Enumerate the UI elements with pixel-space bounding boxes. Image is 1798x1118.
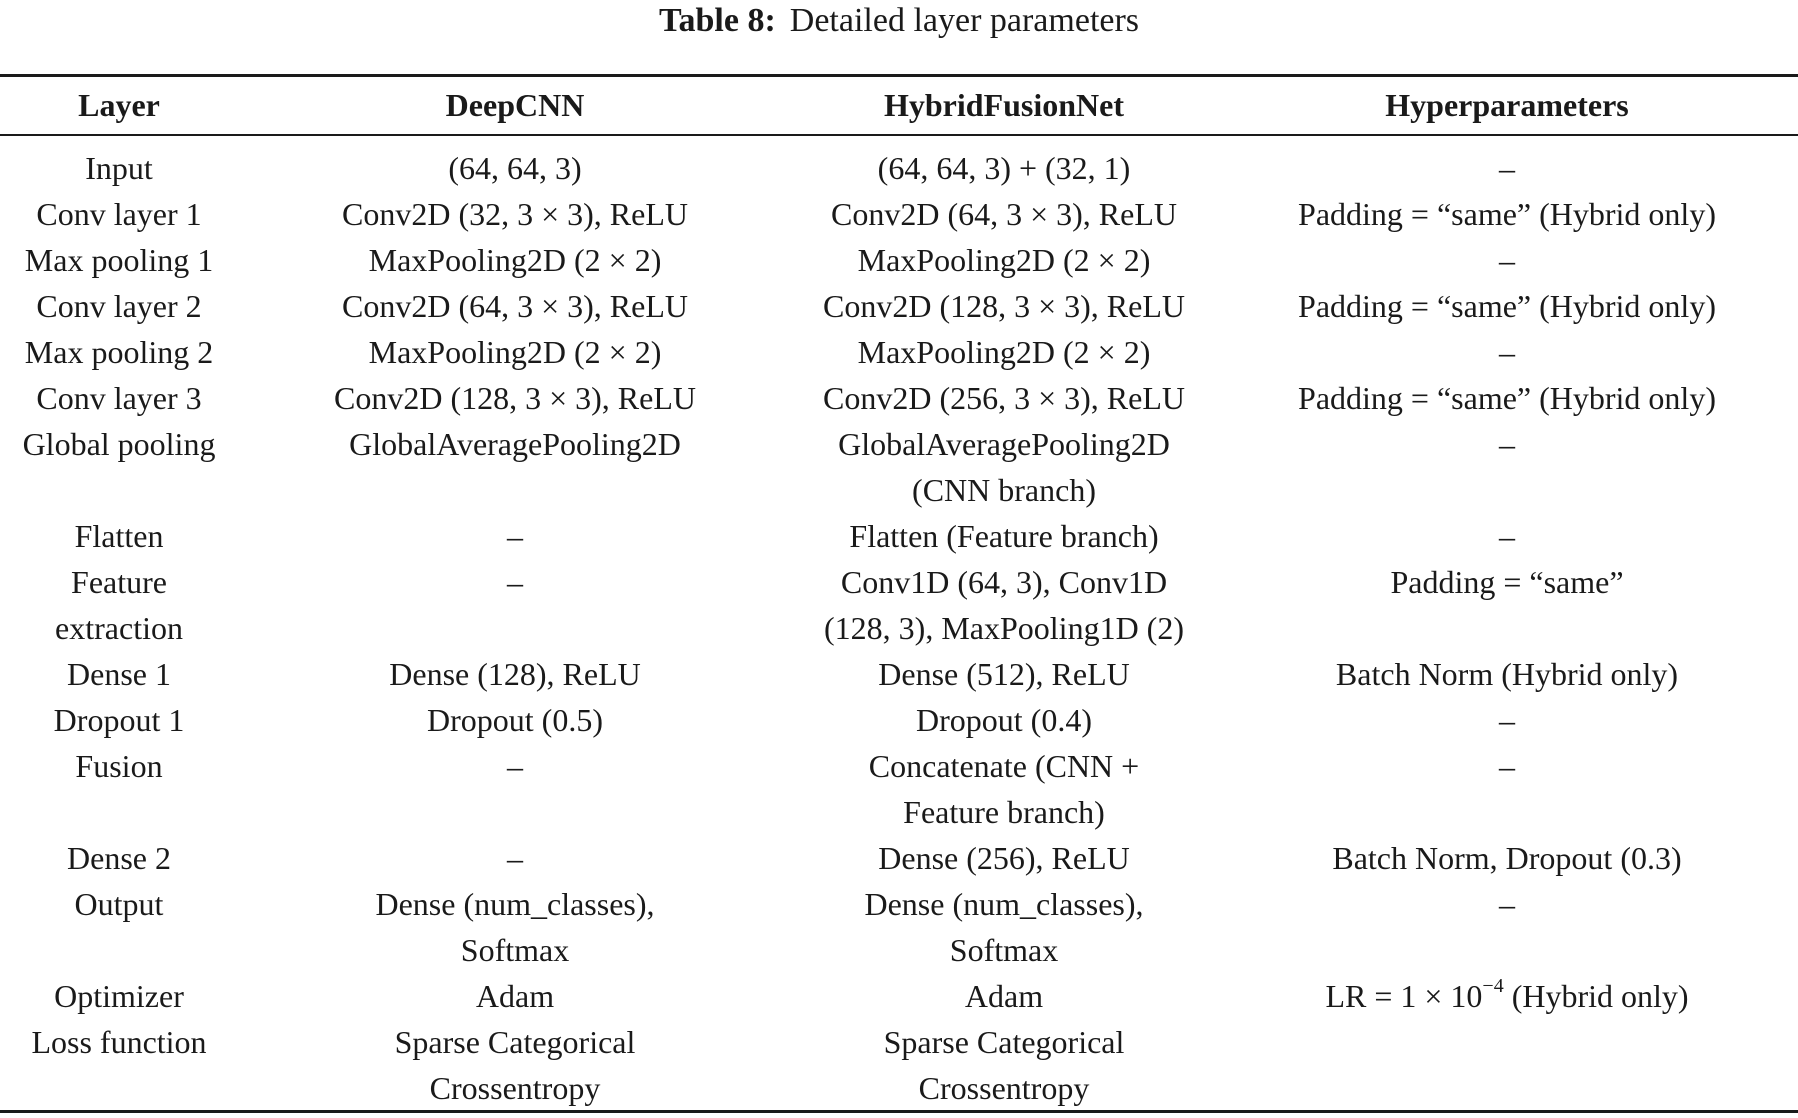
cell-text: Sparse Categorical bbox=[394, 1024, 636, 1060]
header-hyperparameters: Hyperparameters bbox=[1385, 87, 1629, 123]
cell-text: Padding = “same” (Hybrid only) bbox=[1298, 196, 1716, 232]
table-row bbox=[0, 237, 1798, 283]
cell-hyperparameters bbox=[1216, 421, 1798, 513]
cell-hybridfusionnet bbox=[792, 1019, 1216, 1111]
cell-text: Dense 1 bbox=[67, 656, 171, 692]
cell-layer bbox=[0, 134, 238, 191]
header-hybridfusionnet: HybridFusionNet bbox=[883, 87, 1125, 123]
cell-deepcnn bbox=[238, 881, 792, 973]
cell-text: Dense (256), ReLU bbox=[878, 840, 1130, 876]
cell-hyperparameters bbox=[1216, 1019, 1798, 1111]
cell-deepcnn bbox=[238, 134, 792, 191]
cell-hyperparameters bbox=[1216, 973, 1798, 1019]
cell-text: Dense (128), ReLU bbox=[389, 656, 641, 692]
cell-text: Conv layer 3 bbox=[36, 380, 202, 416]
cell-layer bbox=[0, 237, 238, 283]
cell-text: Dropout (0.5) bbox=[427, 702, 603, 738]
cell-hybridfusionnet bbox=[792, 973, 1216, 1019]
cell-deepcnn bbox=[238, 697, 792, 743]
learning-rate-base: LR = 1 × 10 bbox=[1325, 978, 1483, 1014]
cell-hybridfusionnet bbox=[792, 513, 1216, 559]
cell-layer bbox=[0, 421, 238, 513]
cell-text: Adam bbox=[964, 978, 1044, 1014]
cell-text: – bbox=[507, 518, 523, 554]
cell-hybridfusionnet bbox=[792, 881, 1216, 973]
cell-text: (CNN branch) bbox=[912, 472, 1096, 508]
cell-text: Flatten bbox=[74, 518, 164, 554]
cell-hybridfusionnet bbox=[792, 651, 1216, 697]
cell-text: Output bbox=[74, 886, 164, 922]
cell-text: Crossentropy bbox=[918, 1070, 1090, 1106]
cell-hyperparameters bbox=[1216, 329, 1798, 375]
cell-text: Dense (512), ReLU bbox=[878, 656, 1130, 692]
cell-hybridfusionnet bbox=[792, 134, 1216, 191]
cell-deepcnn bbox=[238, 421, 792, 513]
table-row bbox=[0, 697, 1798, 743]
cell-deepcnn bbox=[238, 375, 792, 421]
cell-hybridfusionnet bbox=[792, 743, 1216, 835]
cell-text: – bbox=[1499, 886, 1515, 922]
cell-layer bbox=[0, 329, 238, 375]
cell-text: Conv2D (256, 3 × 3), ReLU bbox=[822, 380, 1185, 416]
cell-layer bbox=[0, 1019, 238, 1111]
cell-text: – bbox=[1499, 426, 1515, 462]
cell-text: Loss function bbox=[31, 1024, 207, 1060]
cell-layer bbox=[0, 697, 238, 743]
learning-rate-value bbox=[1216, 973, 1798, 1019]
table-row bbox=[0, 191, 1798, 237]
cell-hybridfusionnet bbox=[792, 237, 1216, 283]
cell-text: (64, 64, 3) + (32, 1) bbox=[877, 150, 1131, 186]
cell-hybridfusionnet bbox=[792, 375, 1216, 421]
cell-hybridfusionnet bbox=[792, 329, 1216, 375]
cell-text: Crossentropy bbox=[429, 1070, 601, 1106]
cell-hyperparameters bbox=[1216, 191, 1798, 237]
cell-hyperparameters bbox=[1216, 697, 1798, 743]
cell-text: Feature bbox=[71, 564, 167, 600]
cell-hyperparameters bbox=[1216, 375, 1798, 421]
cell-text: Conv2D (32, 3 × 3), ReLU bbox=[341, 196, 688, 232]
cell-text: Dense 2 bbox=[67, 840, 171, 876]
cell-text: – bbox=[1499, 748, 1515, 784]
cell-layer bbox=[0, 283, 238, 329]
cell-text: Conv layer 2 bbox=[36, 288, 202, 324]
cell-text: Conv2D (64, 3 × 3), ReLU bbox=[830, 196, 1177, 232]
cell-hybridfusionnet bbox=[792, 835, 1216, 881]
cell-text: Input bbox=[85, 150, 153, 186]
cell-layer bbox=[0, 973, 238, 1019]
cell-text: Conv1D (64, 3), Conv1D bbox=[840, 564, 1168, 600]
table-row bbox=[0, 559, 1798, 651]
cell-text: Padding = “same” (Hybrid only) bbox=[1298, 288, 1716, 324]
cell-hybridfusionnet bbox=[792, 191, 1216, 237]
cell-hyperparameters bbox=[1216, 237, 1798, 283]
cell-layer bbox=[0, 835, 238, 881]
cell-hybridfusionnet bbox=[792, 697, 1216, 743]
cell-text: Global pooling bbox=[22, 426, 216, 462]
cell-deepcnn bbox=[238, 835, 792, 881]
cell-text: – bbox=[507, 840, 523, 876]
cell-text: GlobalAveragePooling2D bbox=[349, 426, 681, 462]
table-row bbox=[0, 743, 1798, 835]
table-body bbox=[0, 134, 1798, 1111]
table-row bbox=[0, 651, 1798, 697]
cell-hyperparameters bbox=[1216, 743, 1798, 835]
caption-title: Detailed layer parameters bbox=[789, 2, 1140, 39]
cell-text: – bbox=[1499, 334, 1515, 370]
cell-layer bbox=[0, 191, 238, 237]
cell-text: – bbox=[1499, 518, 1515, 554]
cell-text: Max pooling 2 bbox=[24, 334, 214, 370]
table-row bbox=[0, 1019, 1798, 1111]
cell-text: – bbox=[1499, 702, 1515, 738]
cell-text: Conv2D (64, 3 × 3), ReLU bbox=[341, 288, 688, 324]
cell-deepcnn bbox=[238, 973, 792, 1019]
cell-text: Softmax bbox=[949, 932, 1059, 968]
cell-text: Dense (num_classes), bbox=[375, 886, 655, 922]
header-layer: Layer bbox=[78, 87, 160, 123]
table-header-row bbox=[0, 77, 1798, 134]
cell-layer bbox=[0, 513, 238, 559]
cell-layer bbox=[0, 375, 238, 421]
cell-text: MaxPooling2D (2 × 2) bbox=[857, 334, 1151, 370]
cell-deepcnn bbox=[238, 743, 792, 835]
cell-text: – bbox=[1499, 242, 1515, 278]
table-row bbox=[0, 513, 1798, 559]
cell-hyperparameters bbox=[1216, 559, 1798, 651]
cell-text: Conv layer 1 bbox=[36, 196, 202, 232]
cell-deepcnn bbox=[238, 191, 792, 237]
cell-text: Adam bbox=[475, 978, 555, 1014]
cell-text: – bbox=[1499, 150, 1515, 186]
cell-layer bbox=[0, 651, 238, 697]
cell-layer bbox=[0, 881, 238, 973]
cell-hyperparameters bbox=[1216, 651, 1798, 697]
cell-hyperparameters bbox=[1216, 881, 1798, 973]
table-row bbox=[0, 134, 1798, 191]
table-caption bbox=[0, 0, 1798, 42]
cell-text: (128, 3), MaxPooling1D (2) bbox=[824, 610, 1184, 646]
cell-text: Batch Norm (Hybrid only) bbox=[1335, 656, 1679, 692]
cell-deepcnn bbox=[238, 283, 792, 329]
cell-hyperparameters bbox=[1216, 835, 1798, 881]
cell-deepcnn bbox=[238, 329, 792, 375]
cell-deepcnn bbox=[238, 1019, 792, 1111]
cell-hybridfusionnet bbox=[792, 421, 1216, 513]
cell-text: Conv2D (128, 3 × 3), ReLU bbox=[333, 380, 696, 416]
caption-label: Table 8: bbox=[658, 2, 776, 39]
cell-hyperparameters bbox=[1216, 513, 1798, 559]
table-row bbox=[0, 283, 1798, 329]
table-row bbox=[0, 835, 1798, 881]
cell-text: Conv2D (128, 3 × 3), ReLU bbox=[822, 288, 1185, 324]
table-row bbox=[0, 881, 1798, 973]
cell-text: Dropout (0.4) bbox=[916, 702, 1092, 738]
table-row bbox=[0, 375, 1798, 421]
cell-deepcnn bbox=[238, 651, 792, 697]
table-row bbox=[0, 329, 1798, 375]
learning-rate-exponent: −4 bbox=[1482, 975, 1504, 997]
cell-hyperparameters bbox=[1216, 134, 1798, 191]
cell-text: Padding = “same” (Hybrid only) bbox=[1298, 380, 1716, 416]
cell-text: Dropout 1 bbox=[53, 702, 185, 738]
cell-text: – bbox=[507, 748, 523, 784]
cell-text: MaxPooling2D (2 × 2) bbox=[368, 242, 662, 278]
cell-text: Max pooling 1 bbox=[24, 242, 214, 278]
cell-text: Concatenate (CNN + bbox=[868, 748, 1140, 784]
learning-rate-note: (Hybrid only) bbox=[1503, 978, 1689, 1014]
cell-text: (64, 64, 3) bbox=[448, 150, 582, 186]
table-row bbox=[0, 421, 1798, 513]
cell-text: Optimizer bbox=[54, 978, 184, 1014]
cell-text: Padding = “same” bbox=[1390, 564, 1624, 600]
cell-text: MaxPooling2D (2 × 2) bbox=[368, 334, 662, 370]
cell-deepcnn bbox=[238, 237, 792, 283]
table-row bbox=[0, 973, 1798, 1019]
cell-text: Sparse Categorical bbox=[883, 1024, 1125, 1060]
cell-hyperparameters bbox=[1216, 283, 1798, 329]
cell-text: Dense (num_classes), bbox=[864, 886, 1144, 922]
layer-parameters-table bbox=[0, 77, 1798, 1111]
cell-text: MaxPooling2D (2 × 2) bbox=[857, 242, 1151, 278]
header-deepcnn: DeepCNN bbox=[445, 87, 585, 123]
cell-text: extraction bbox=[55, 610, 183, 646]
cell-hybridfusionnet bbox=[792, 283, 1216, 329]
cell-deepcnn bbox=[238, 559, 792, 651]
cell-hybridfusionnet bbox=[792, 559, 1216, 651]
cell-text: Batch Norm, Dropout (0.3) bbox=[1332, 840, 1682, 876]
cell-text: GlobalAveragePooling2D bbox=[838, 426, 1170, 462]
cell-text: – bbox=[507, 564, 523, 600]
cell-layer bbox=[0, 743, 238, 835]
cell-text: Flatten (Feature branch) bbox=[849, 518, 1159, 554]
cell-text: Feature branch) bbox=[903, 794, 1105, 830]
cell-text: Softmax bbox=[460, 932, 570, 968]
cell-deepcnn bbox=[238, 513, 792, 559]
cell-layer bbox=[0, 559, 238, 651]
cell-text: Fusion bbox=[75, 748, 163, 784]
